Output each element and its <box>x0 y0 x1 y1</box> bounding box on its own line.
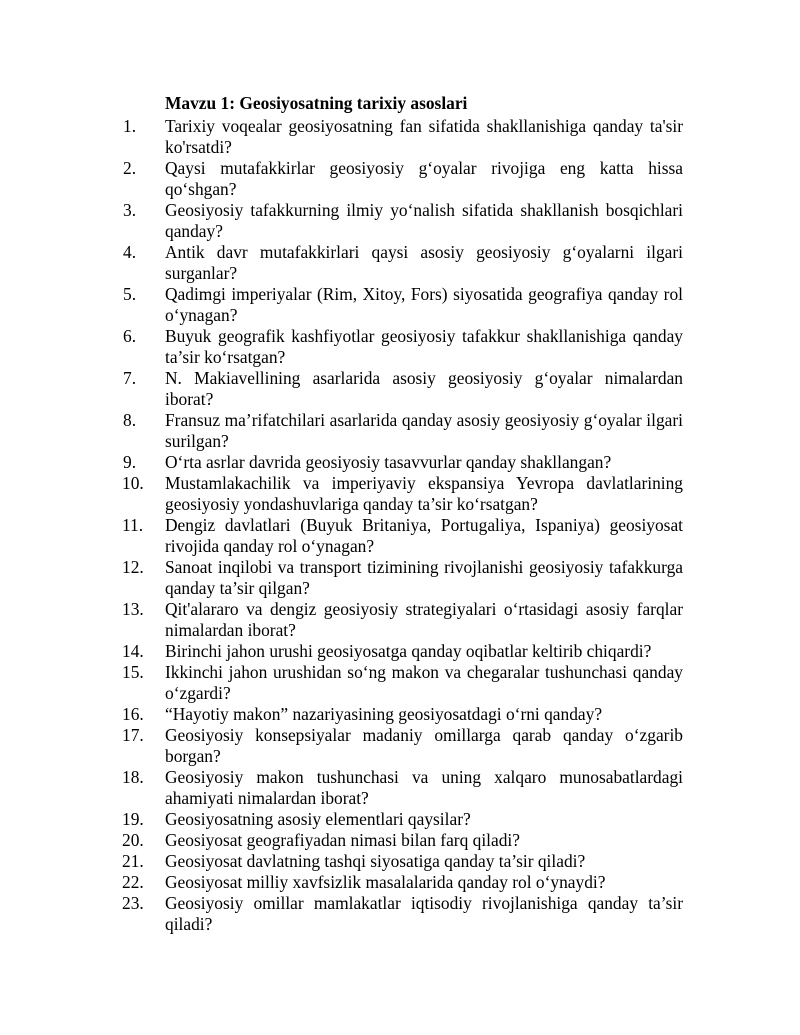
question-number: 13. <box>122 599 144 619</box>
question-item <box>123 473 683 515</box>
question-number: 23. <box>122 893 144 913</box>
question-number: 10. <box>122 473 144 493</box>
question-text: Qadimgi imperiyalar (Rim, Xitoy, Fors) siyosatida geografiya qanday rol o‘ynagan? <box>165 284 683 325</box>
question-text: Antik davr mutafakkirlari qaysi asosiy geosiyosiy g‘oyalarni ilgari surganlar? <box>165 242 683 283</box>
question-text: Geosiyosat milliy xavfsizlik masalalarida qanday rol o‘ynaydi? <box>165 872 606 892</box>
question-item <box>123 851 683 872</box>
question-text: Geosiyosiy konsepsiyalar madaniy omillarga qarab qanday o‘zgarib borgan? <box>165 725 683 766</box>
question-number: 2. <box>123 158 137 178</box>
question-item <box>123 704 683 725</box>
question-item <box>123 515 683 557</box>
question-text: Qaysi mutafakkirlar geosiyosiy g‘oyalar rivojiga eng katta hissa qo‘shgan? <box>165 158 683 199</box>
question-text: Geosiyosat geografiyadan nimasi bilan farq qiladi? <box>165 830 520 850</box>
question-number: 18. <box>122 767 144 787</box>
question-number: 14. <box>122 641 144 661</box>
question-text: Mustamlakachilik va imperiyaviy ekspansiya Yevropa davlatlarining geosiyosiy yondashuvlariga qanday ta’sir ko‘rsatgan? <box>165 473 683 514</box>
question-item <box>123 326 683 368</box>
question-text: Geosiyosat davlatning tashqi siyosatiga qanday ta’sir qiladi? <box>165 851 586 871</box>
question-text: Tarixiy voqealar geosiyosatning fan sifatida shakllanishiga qanday ta'sir ko'rsatdi? <box>165 116 683 157</box>
question-text: N. Makiavellining asarlarida asosiy geosiyosiy g‘oyalar nimalardan iborat? <box>165 368 683 409</box>
document-title: Mavzu 1: Geosiyosatning tarixiy asoslari <box>165 93 468 113</box>
question-text: Sanoat inqilobi va transport tizimining rivojlanishi geosiyosiy tafakkurga qanday ta’sir qilgan? <box>165 557 683 598</box>
question-number: 4. <box>123 242 137 262</box>
question-item <box>123 116 683 158</box>
question-item <box>123 725 683 767</box>
question-list <box>123 116 683 935</box>
question-item <box>123 872 683 893</box>
question-number: 17. <box>122 725 144 745</box>
question-item <box>123 158 683 200</box>
question-number: 9. <box>123 452 137 472</box>
question-text: Dengiz davlatlari (Buyuk Britaniya, Portugaliya, Ispaniya) geosiyosat rivojida qanday rol o‘ynagan? <box>165 515 683 556</box>
question-item <box>123 200 683 242</box>
question-text: Buyuk geografik kashfiyotlar geosiyosiy tafakkur shakllanishiga qanday ta’sir ko‘rsatgan? <box>165 326 683 367</box>
question-number: 6. <box>123 326 137 346</box>
question-number: 15. <box>122 662 144 682</box>
question-item <box>123 410 683 452</box>
question-number: 21. <box>122 851 144 871</box>
question-number: 1. <box>123 116 137 136</box>
question-text: Geosiyosiy tafakkurning ilmiy yo‘nalish sifatida shakllanish bosqichlari qanday? <box>165 200 683 241</box>
question-number: 8. <box>123 410 137 430</box>
question-number: 16. <box>122 704 144 724</box>
question-number: 5. <box>123 284 137 304</box>
question-number: 3. <box>123 200 137 220</box>
question-text: Geosiyosiy omillar mamlakatlar iqtisodiy rivojlanishiga qanday ta’sir qiladi? <box>165 893 683 934</box>
question-item <box>123 368 683 410</box>
question-item <box>123 830 683 851</box>
question-item <box>123 599 683 641</box>
question-text: “Hayotiy makon” nazariyasining geosiyosatdagi o‘rni qanday? <box>165 704 603 724</box>
question-item <box>123 557 683 599</box>
question-number: 22. <box>122 872 144 892</box>
question-text: Fransuz ma’rifatchilari asarlarida qanday asosiy geosiyosiy g‘oyalar ilgari surilgan? <box>165 410 683 451</box>
question-text: O‘rta asrlar davrida geosiyosiy tasavvurlar qanday shakllangan? <box>165 452 612 472</box>
question-item <box>123 662 683 704</box>
question-text: Birinchi jahon urushi geosiyosatga qanday oqibatlar keltirib chiqardi? <box>165 641 652 661</box>
question-item <box>123 242 683 284</box>
question-number: 20. <box>122 830 144 850</box>
question-text: Qit'alararo va dengiz geosiyosiy strategiyalari o‘rtasidagi asosiy farqlar nimalardan iborat? <box>165 599 683 640</box>
question-text: Geosiyosatning asosiy elementlari qaysilar? <box>165 809 471 829</box>
question-number: 11. <box>122 515 144 535</box>
question-text: Ikkinchi jahon urushidan so‘ng makon va chegaralar tushunchasi qanday o‘zgardi? <box>165 662 683 703</box>
question-number: 7. <box>123 368 137 388</box>
question-item <box>123 767 683 809</box>
question-number: 19. <box>122 809 144 829</box>
question-item <box>123 452 683 473</box>
question-number: 12. <box>122 557 144 577</box>
question-text: Geosiyosiy makon tushunchasi va uning xalqaro munosabatlardagi ahamiyati nimalardan iborat? <box>165 767 683 808</box>
question-item <box>123 641 683 662</box>
question-item <box>123 284 683 326</box>
question-item <box>123 809 683 830</box>
question-item <box>123 893 683 935</box>
